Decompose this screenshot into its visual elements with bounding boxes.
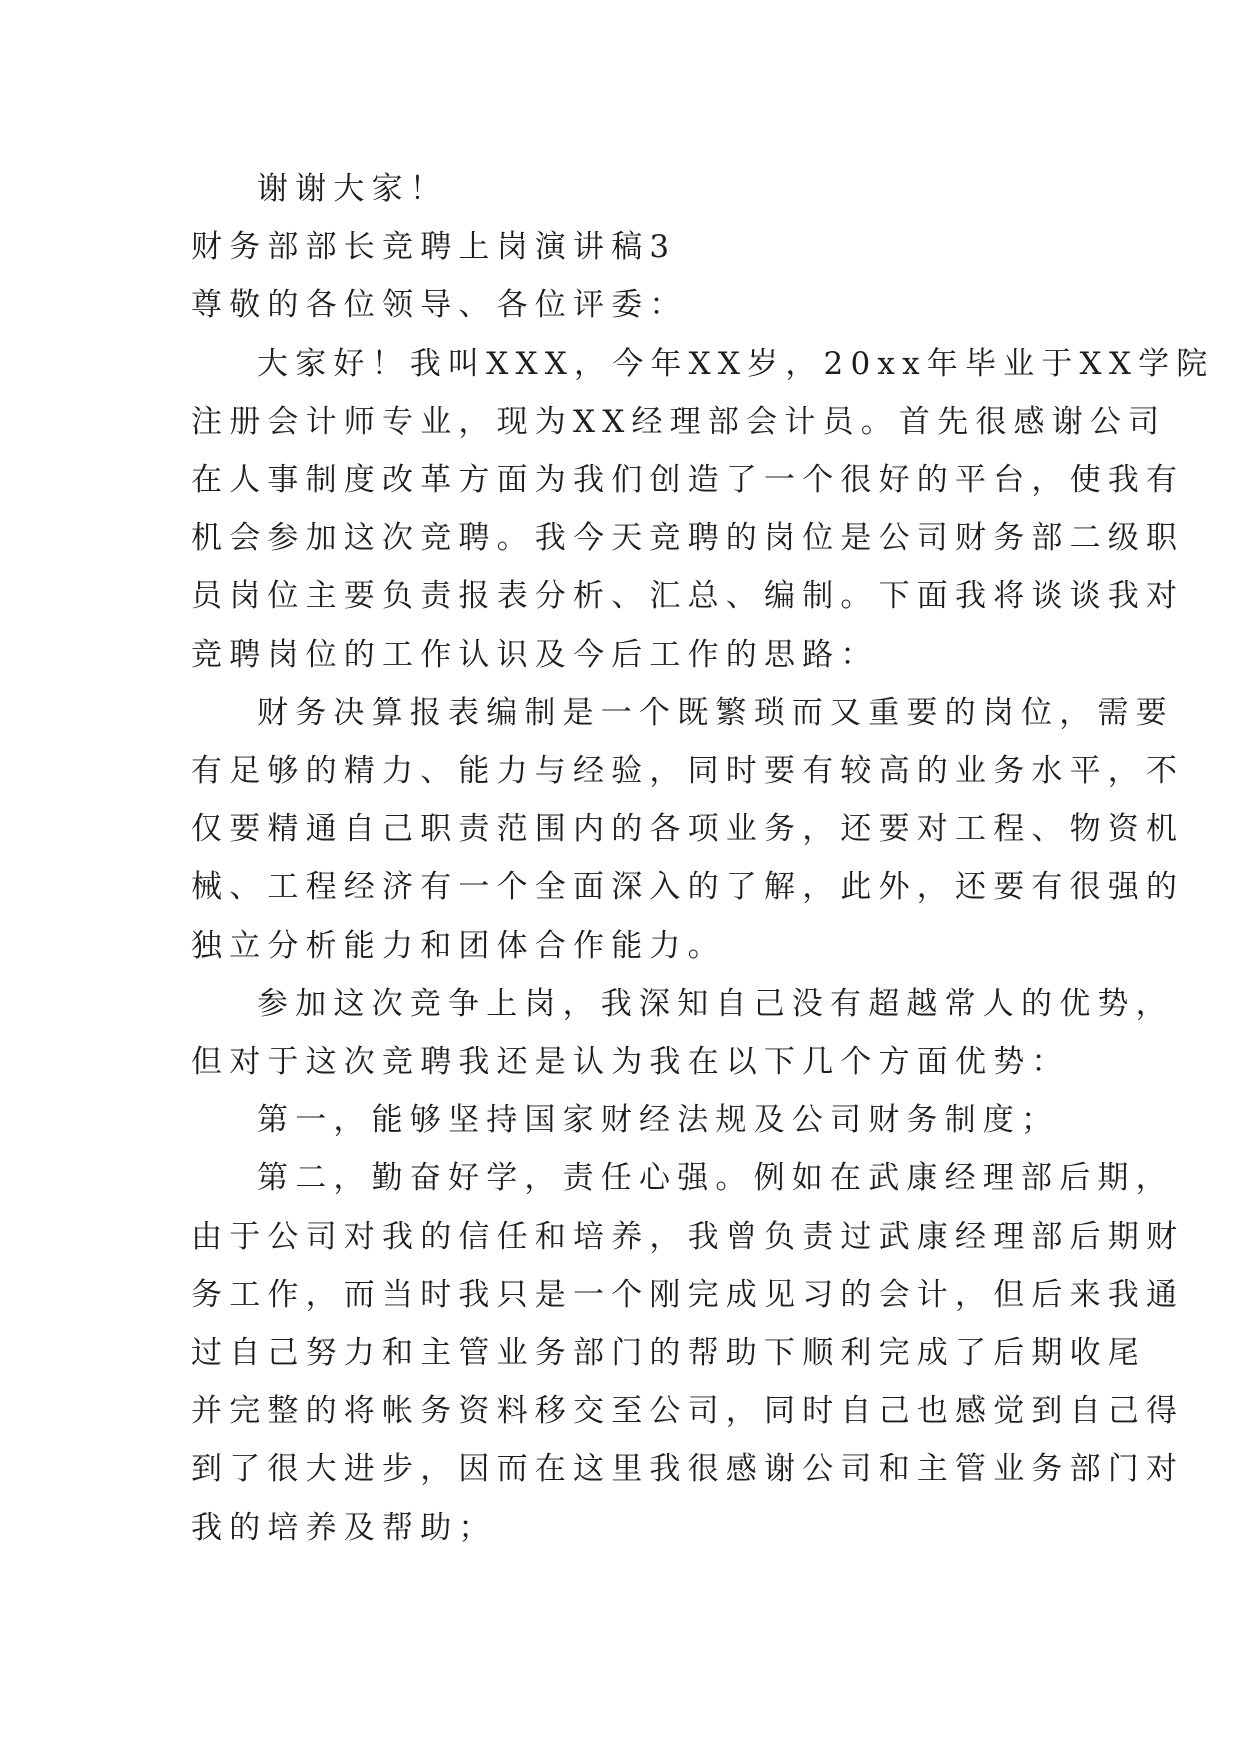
- paragraph-line: 参加这次竞争上岗，我深知自己没有超越常人的优势，: [257, 985, 1174, 1022]
- paragraph-line: 注册会计师专业，现为XX经理部会计员。首先很感谢公司: [191, 403, 1167, 440]
- paragraph-line: 第一，能够坚持国家财经法规及公司财务制度；: [257, 1102, 1060, 1139]
- paragraph-line: 械、工程经济有一个全面深入的了解，此外，还要有很强的: [191, 869, 1185, 906]
- closing-line: 谢谢大家！: [257, 171, 448, 207]
- paragraph-line: 独立分析能力和团体合作能力。: [191, 927, 726, 964]
- paragraph-line: 竞聘岗位的工作认识及今后工作的思路：: [191, 636, 879, 673]
- salutation: 尊敬的各位领导、各位评委：: [191, 287, 688, 324]
- document-title: 财务部部长竞聘上岗演讲稿3: [191, 229, 677, 266]
- paragraph-line: 我的培养及帮助；: [191, 1509, 497, 1546]
- paragraph-line: 仅要精通自己职责范围内的各项业务，还要对工程、物资机: [191, 811, 1185, 848]
- paragraph-advantages-intro: [191, 975, 1174, 1091]
- paragraph-intro: [191, 335, 1215, 684]
- paragraph-line: 但对于这次竞聘我还是认为我在以下几个方面优势：: [191, 1044, 1070, 1081]
- paragraph-line: 有足够的精力、能力与经验，同时要有较高的业务水平，不: [191, 753, 1185, 790]
- paragraph-first-point: [191, 1091, 1060, 1149]
- paragraph-line: 大家好！我叫XXX，今年XX岁，20xx年毕业于XX学院: [257, 345, 1215, 382]
- paragraph-line: 并完整的将帐务资料移交至公司，同时自己也感觉到自己得: [191, 1393, 1185, 1430]
- paragraph-line: 过自己努力和主管业务部门的帮助下顺利完成了后期收尾: [191, 1335, 1146, 1372]
- paragraph-line: 务工作，而当时我只是一个刚完成见习的会计，但后来我通: [191, 1276, 1185, 1313]
- document-body: [191, 160, 1215, 1557]
- paragraph-line: 第二，勤奋好学，责任心强。例如在武康经理部后期，: [257, 1160, 1174, 1197]
- paragraph-requirements: [191, 684, 1185, 975]
- paragraph-line: 机会参加这次竞聘。我今天竞聘的岗位是公司财务部二级职: [191, 520, 1185, 557]
- paragraph-line: 财务决算报表编制是一个既繁琐而又重要的岗位，需要: [257, 694, 1174, 731]
- paragraph-line: 在人事制度改革方面为我们创造了一个很好的平台，使我有: [191, 462, 1185, 499]
- paragraph-second-point: [191, 1149, 1185, 1556]
- paragraph-line: 由于公司对我的信任和培养，我曾负责过武康经理部后期财: [191, 1218, 1185, 1255]
- paragraph-line: 员岗位主要负责报表分析、汇总、编制。下面我将谈谈我对: [191, 578, 1185, 615]
- paragraph-line: 到了很大进步，因而在这里我很感谢公司和主管业务部门对: [191, 1451, 1185, 1488]
